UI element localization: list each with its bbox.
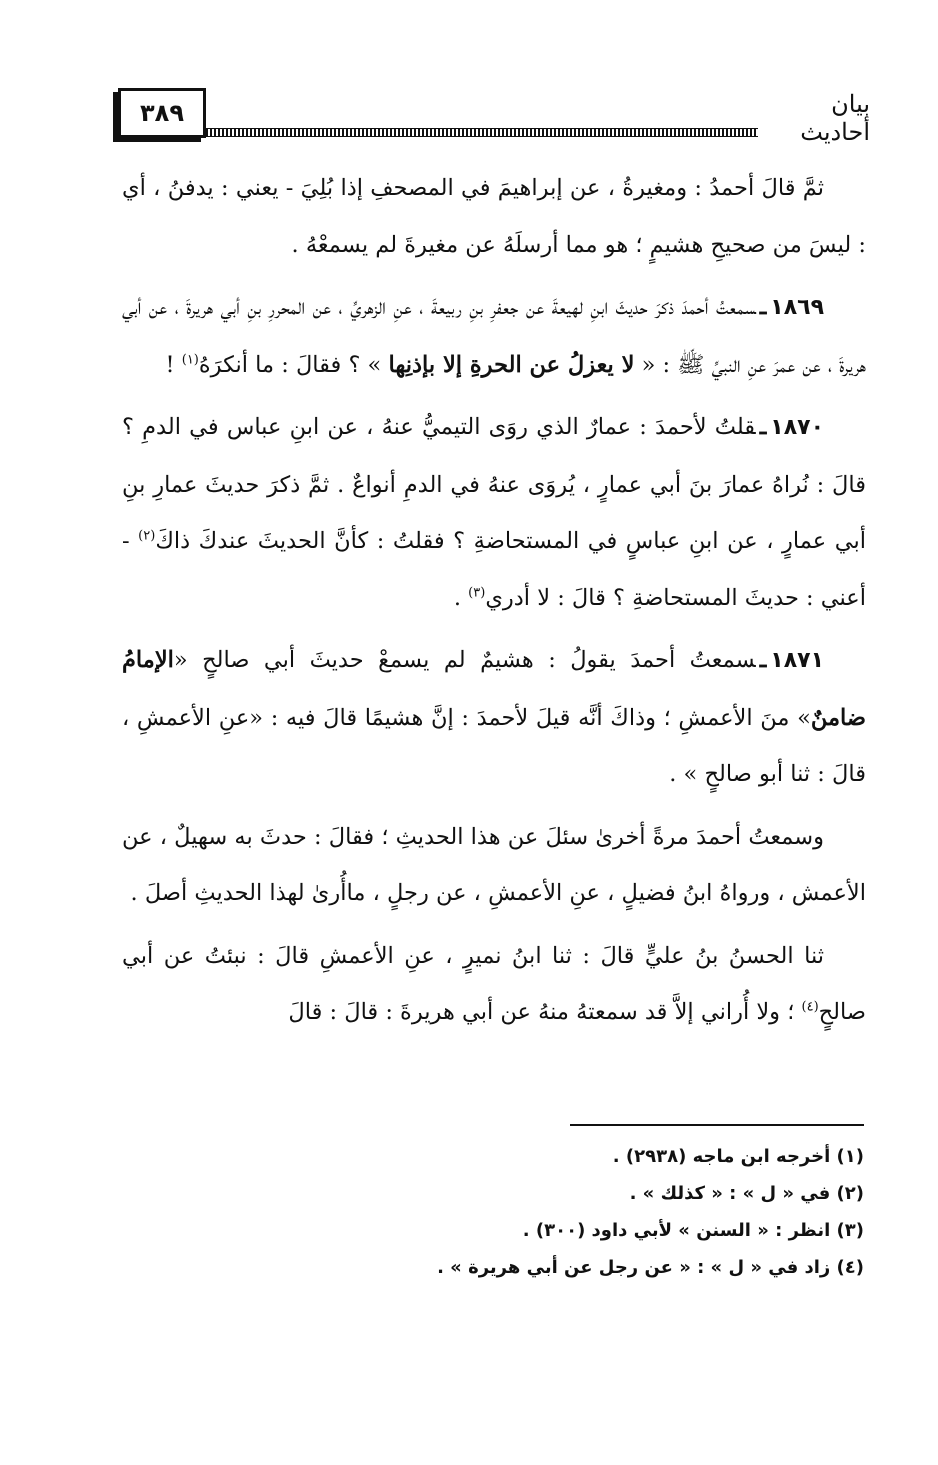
footnote: (٣) انظر : « السنن » لأبي داود (٣٠٠) . [522, 1220, 864, 1241]
footnote: (١) أخرجه ابن ماجه (٢٩٣٨) . [612, 1146, 864, 1167]
hadith-number: ١٨٧٠ [770, 415, 824, 440]
paragraph-text: . [453, 584, 462, 611]
paragraph-text: ؛ ولا أُراني إلاَّ قد سمعتهُ منهُ عن أبي هريرةَ : قالَ : قالَ [288, 999, 795, 1025]
paragraph-text: ثنا الحسنُ بنُ عليٍّ قالَ : ثنا ابنُ نميرٍ ، عنِ الأعمشِ قالَ : نبئتُ عن أبي صالحٍ [122, 942, 866, 1025]
paragraph-text: » ؟ فقالَ : ما أنكرَهُ [198, 351, 382, 378]
hadith-quote: الإمامُ ضامنٌ [122, 647, 866, 731]
footnote-ref[interactable]: (٢) [138, 528, 156, 544]
dash: ـ [759, 294, 767, 320]
header-rule [206, 128, 758, 137]
paragraph-text: » منَ الأعمشِ ؛ وذاكَ أنَّه قيلَ لأحمدَ : إنَّ هشيمًا قالَ فيه : «عنِ الأعمشِ ، قالَ : ثنا أبو صالحٍ » . [122, 704, 866, 787]
dash: ـ [759, 647, 767, 673]
footnote-rule [570, 1124, 864, 1126]
footnotes [300, 1138, 864, 1286]
dash: ـ [759, 414, 767, 440]
hadith-1871 [122, 632, 866, 803]
paragraph-text: ثمَّ قالَ أحمدُ : ومغيرةُ ، عن إبراهيمَ في المصحفِ إذا بُلِيَ - يعني : يدفنُ ، أي : ليسَ من صحيحِ هشيمٍ ؛ هو مما أرسلَهُ عن مغيرةَ لم يسمعْهُ . [122, 175, 866, 258]
footnote-ref[interactable]: (٤) [801, 999, 819, 1015]
paragraph [122, 809, 866, 922]
paragraph-text: وسمعتُ أحمدَ مرةً أخرىٰ سئلَ عن هذا الحديثِ ؛ فقالَ : حدثَ به سهيلٌ ، عن الأعمش ، ورواهُ ابنُ فضيلٍ ، عنِ الأعمشِ ، عن رجلٍ ، ماأُرىٰ لهذا الحديثِ أصلَ . [122, 823, 866, 906]
hadith-1870 [122, 399, 866, 626]
hadith-number: ١٨٧١ [770, 648, 824, 673]
footnote: (٤) زاد في « ل » : « عن رجل عن أبي هريرة » . [437, 1257, 864, 1278]
paragraph [122, 928, 866, 1041]
running-title: بيان أحاديث [800, 90, 870, 146]
paragraph-text: قلتُ لأحمدَ : عمارٌ الذي روَى التيميُّ عنهُ ، عن ابنِ عباس في الدمِ ؟ قالَ : نُراهُ عمارَ بنَ أبي عمارٍ ، يُروَى عنهُ في الدمِ أنواعٌ . ثمَّ ذكرَ حديثَ عمارِ بنِ أبي عمارٍ ، عن ابنِ عباسٍ في المستحاضةِ ؟ فقلتُ : كأنَّ الحديثَ عندكَ ذاكَ [122, 414, 866, 554]
paragraph-text: ! [165, 351, 175, 378]
paragraph-text: سمعتُ أحمدَ يقولُ : هشيمٌ لم يسمعْ حديثَ أبي صالحٍ « [173, 647, 756, 673]
paragraph-text: سمعتُ أحمدَ ذكرَ حديثَ ابنِ لهيعةَ عن جعفرِ بنِ ربيعةَ ، عنِ الزهريِّ ، عن المحررِ بنِ أبي هريرةَ ، عن أبي هريرةَ ، عن عمرَ عنِ النبيِّ ﷺ : « [122, 294, 866, 378]
hadith-quote: لا يعزلُ عن الحرةِ إلا بإذنِها [388, 351, 635, 378]
paragraph [122, 160, 866, 273]
footnote: (٢) في « ل » : « كذلك » . [629, 1183, 864, 1204]
footnote-ref[interactable]: (٣) [468, 585, 486, 600]
page-number: ٣٨٩ [118, 88, 206, 138]
hadith-number: ١٨٦٩ [770, 295, 824, 320]
body-text [122, 160, 866, 1041]
footnote-ref[interactable]: (١) [181, 352, 199, 367]
paragraph-text: - أعني : حديثَ المستحاضةِ ؟ قالَ : لا أدري [122, 528, 866, 611]
hadith-1869 [122, 279, 866, 393]
page-header [118, 88, 870, 144]
